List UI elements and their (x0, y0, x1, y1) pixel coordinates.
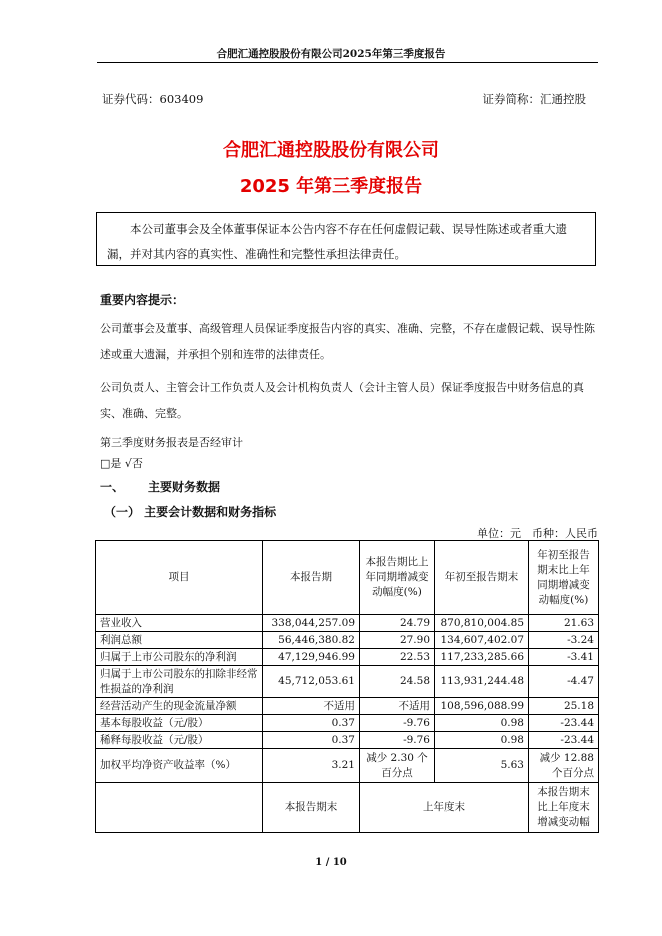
cell-value: 22.53 (360, 649, 435, 666)
audit-answer: □是 √否 (100, 457, 143, 470)
table-row (96, 749, 599, 783)
row-label: 营业收入 (96, 615, 263, 632)
header-cell-period-change: 本报告期比上年同期增减变动幅度(%) (360, 541, 435, 615)
cell-value: -3.24 (529, 632, 599, 649)
header-cell-ytd: 年初至报告期末 (435, 541, 529, 615)
currency-unit: 单位：元 币种：人民币 (477, 527, 598, 540)
cell-value: 45,712,053.61 (263, 666, 360, 698)
important-paragraph-1: 公司董事会及董事、高级管理人员保证季度报告内容的真实、准确、完整，不存在虚假记载、误导性陈述或重大遗漏，并承担个别和连带的法律责任。 (100, 322, 595, 361)
cell-value: 134,607,402.07 (435, 632, 529, 649)
table-header-row (96, 541, 599, 615)
important-paragraph-2: 公司负责人、主管会计工作负责人及会计机构负责人（会计主管人员）保证季度报告中财务信息的真实、准确、完整。 (100, 381, 584, 420)
cell-value: 3.21 (263, 749, 360, 783)
table-row (96, 732, 599, 749)
cell-value: 338,044,257.09 (263, 615, 360, 632)
row-label: 经营活动产生的现金流量净额 (96, 698, 263, 715)
section-number: 一、 (100, 480, 125, 494)
cell-value: 27.90 (360, 632, 435, 649)
subheader-cell-change: 本报告期末比上年度末增减变动幅 (529, 783, 599, 833)
cell-value: 不适用 (263, 698, 360, 715)
cell-value: 113,931,244.48 (435, 666, 529, 698)
cell-value: 870,810,004.85 (435, 615, 529, 632)
cell-value: -9.76 (360, 715, 435, 732)
row-label: 归属于上市公司股东的扣除非经常性损益的净利润 (96, 666, 263, 698)
cell-value: 25.18 (529, 698, 599, 715)
subheader-cell-item (96, 783, 263, 833)
table-row (96, 666, 599, 698)
cell-value: 24.79 (360, 615, 435, 632)
section-title: 主要财务数据 (148, 480, 221, 494)
table-row (96, 698, 599, 715)
cell-value: 0.37 (263, 732, 360, 749)
cell-value: 减少 12.88 个百分点 (529, 749, 599, 783)
cell-value: 47,129,946.99 (263, 649, 360, 666)
subheader-cell-prior-year-end: 上年度末 (360, 783, 529, 833)
row-label: 稀释每股收益（元/股） (96, 732, 263, 749)
stock-code: 证券代码：603409 (102, 92, 204, 106)
cell-value: -4.47 (529, 666, 599, 698)
cell-value: 0.98 (435, 732, 529, 749)
row-label: 归属于上市公司股东的净利润 (96, 649, 263, 666)
report-title: 2025 年第三季度报告 (239, 176, 423, 197)
running-header: 合肥汇通控股股份有限公司2025年第三季度报告 (216, 48, 446, 60)
cell-value: 不适用 (360, 698, 435, 715)
table-row (96, 649, 599, 666)
company-title: 合肥汇通控股股份有限公司 (223, 140, 439, 161)
table-row (96, 632, 599, 649)
header-cell-ytd-change: 年初至报告期末比上年同期增减变动幅度(%) (529, 541, 599, 615)
subsection-heading: （一） 主要会计数据和财务指标 (104, 505, 277, 519)
cell-value: -3.41 (529, 649, 599, 666)
audit-question: 第三季度财务报表是否经审计 (100, 436, 243, 449)
cell-value: 108,596,088.99 (435, 698, 529, 715)
important-heading: 重要内容提示： (100, 293, 185, 307)
row-label: 利润总额 (96, 632, 263, 649)
cell-value: 56,446,380.82 (263, 632, 360, 649)
table-row (96, 715, 599, 732)
table-subheader-row (96, 783, 599, 833)
table-row (96, 615, 599, 632)
cell-value: 0.98 (435, 715, 529, 732)
page-number: 1 / 10 (315, 857, 347, 868)
section-heading-financial (100, 478, 220, 495)
row-label: 加权平均净资产收益率（%） (96, 749, 263, 783)
cell-value: 0.37 (263, 715, 360, 732)
cell-value: -23.44 (529, 715, 599, 732)
stock-abbreviation: 证券简称：汇通控股 (482, 92, 586, 106)
row-label: 基本每股收益（元/股） (96, 715, 263, 732)
cell-value: 117,233,285.66 (435, 649, 529, 666)
cell-value: 减少 2.30 个百分点 (360, 749, 435, 783)
header-cell-period: 本报告期 (263, 541, 360, 615)
financial-indicators-table (95, 540, 599, 833)
cell-value: -23.44 (529, 732, 599, 749)
subheader-cell-period-end: 本报告期末 (263, 783, 360, 833)
cell-value: 24.58 (360, 666, 435, 698)
header-cell-item: 项目 (96, 541, 263, 615)
board-notice-box (96, 212, 596, 266)
cell-value: -9.76 (360, 732, 435, 749)
header-divider (97, 62, 598, 63)
board-notice-text: 本公司董事会及全体董事保证本公告内容不存在任何虚假记载、误导性陈述或者重大遗漏，并对其内容的真实性、准确性和完整性承担法律责任。 (107, 222, 567, 261)
cell-value: 21.63 (529, 615, 599, 632)
cell-value: 5.63 (435, 749, 529, 783)
